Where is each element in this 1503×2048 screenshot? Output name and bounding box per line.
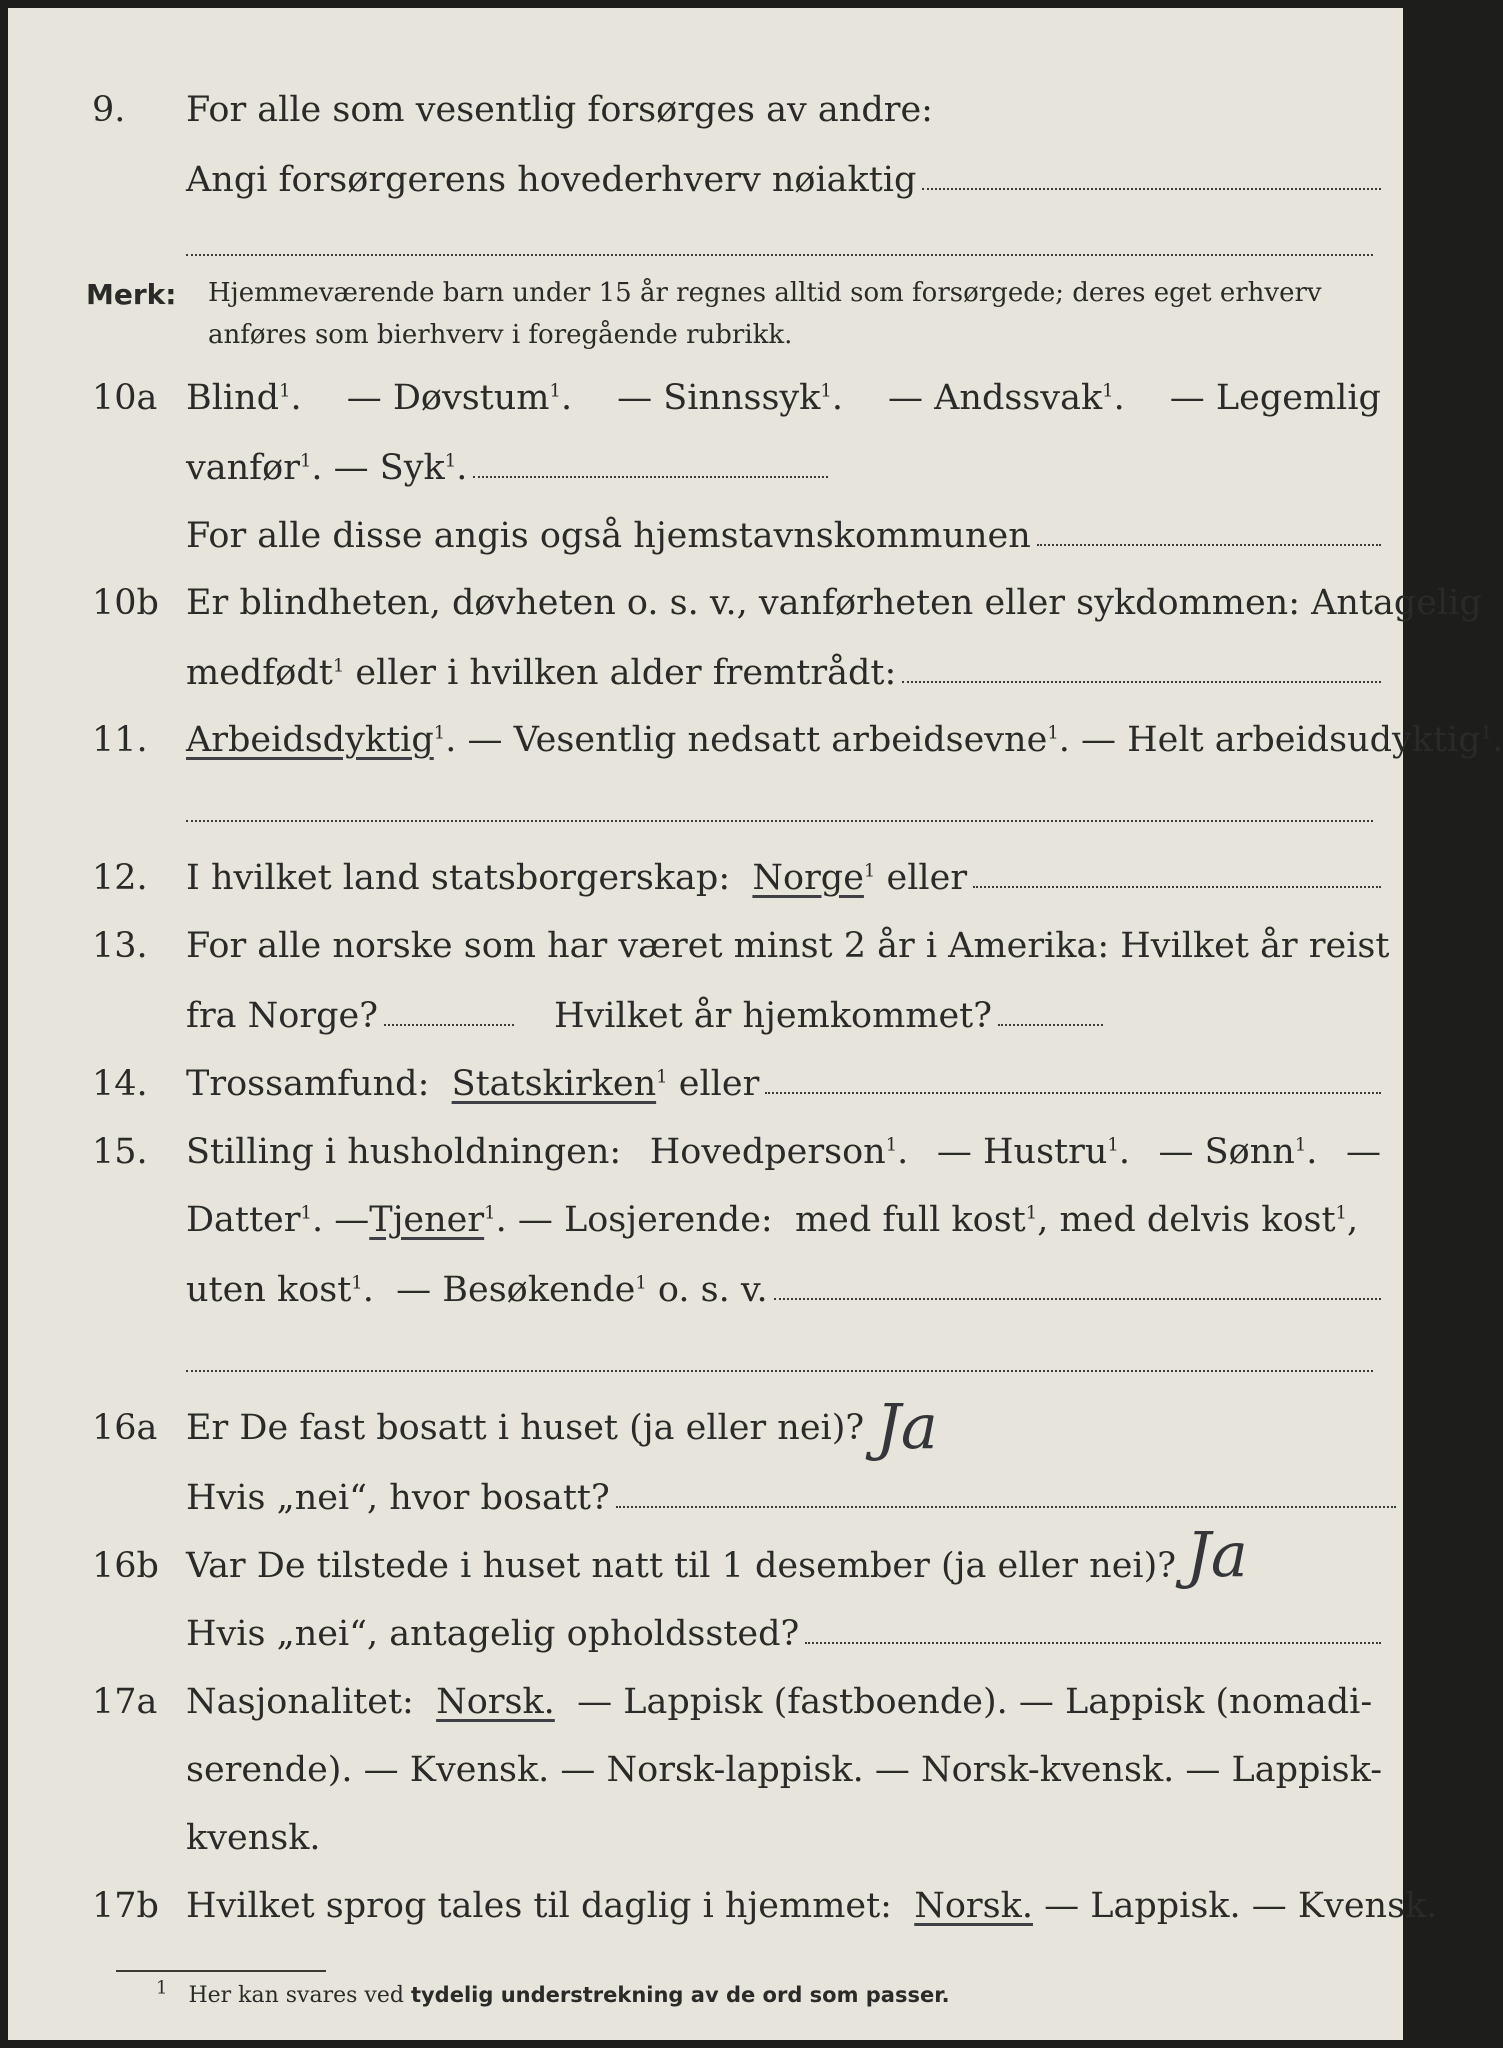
footnote: [156, 1977, 950, 2008]
q11-opt-arbeidsdyktig[interactable]: Arbeidsdyktig$^1$.: [186, 720, 468, 760]
q15-opt-hovedperson[interactable]: Hovedperson$^1$.: [649, 1132, 909, 1172]
q10a-opt-syk[interactable]: — Syk$^1$.: [333, 448, 468, 488]
q15-comma: ,: [1347, 1200, 1359, 1240]
q14-opt-statskirken[interactable]: Statskirken$^1$: [451, 1064, 668, 1104]
q15-answer-field[interactable]: [774, 1276, 1381, 1300]
q17b-opt-norsk[interactable]: Norsk.: [914, 1886, 1033, 1926]
q17b-options[interactable]: — Lappisk. — Kvensk.: [1044, 1886, 1438, 1926]
footnote-mark: 1: [156, 1977, 168, 1999]
q16b-question: Var De tilstede i huset natt til 1 desember (ja eller nei)?: [186, 1546, 1177, 1586]
q15-number: 15.: [92, 1132, 148, 1172]
q10a-row-2: [8, 448, 1403, 508]
footnote-divider: [116, 1970, 326, 1972]
q15-opt-delvis-kost[interactable]: , med delvis kost$^1$: [1037, 1200, 1347, 1240]
q9-question-2: Angi forsørgerens hovederhverv nøiaktig: [186, 160, 917, 200]
q17b-row: [8, 1886, 1438, 1946]
q13-reist-label: fra Norge?: [186, 996, 378, 1036]
q11-opt-udyktig[interactable]: — Helt arbeidsudyktig$^1$.: [1081, 720, 1503, 760]
q10a-opt-blind[interactable]: Blind$^1$.: [186, 378, 302, 418]
q15-opt-datter[interactable]: Datter$^1$.: [186, 1200, 335, 1240]
q15-dash: —: [1345, 1132, 1381, 1172]
q10b-question: Er blindheten, døvheten o. s. v., vanførheten eller sykdommen: Antagelig: [186, 583, 1482, 623]
q10a-opt-dovstum[interactable]: — Døvstum$^1$.: [346, 378, 573, 418]
q12-eller: eller: [886, 858, 968, 898]
footnote-bold-text: tydelig understrekning av de ord som passer.: [410, 1983, 950, 2007]
q10a-row: [8, 378, 1403, 438]
q17b-number: 17b: [92, 1886, 159, 1926]
q11-row: [8, 720, 1503, 780]
q17a-options-2[interactable]: serende). — Kvensk. — Norsk-lappisk. — Norsk-kvensk. — Lappisk-: [186, 1750, 1383, 1790]
q14-answer-field[interactable]: [765, 1070, 1381, 1094]
q15-row-3: [8, 1270, 1403, 1330]
q16a-bosatt-field[interactable]: [616, 1484, 1396, 1508]
q15-opt-besokende[interactable]: — Besøkende$^1$: [396, 1270, 647, 1310]
footnote-text: Her kan svares ved: [188, 1983, 404, 2008]
q12-row: [8, 858, 1403, 918]
q9-answer-line[interactable]: [186, 254, 1373, 256]
q12-opt-norge[interactable]: Norge$^1$: [752, 858, 876, 898]
q16a-question: Er De fast bosatt i huset (ja eller nei)?: [186, 1408, 865, 1448]
q16a-handwritten-answer[interactable]: Ja: [876, 1390, 938, 1463]
q10b-alder-label: eller i hvilken alder fremtrådt:: [355, 653, 897, 693]
q17a-opt-norsk[interactable]: Norsk.: [436, 1682, 555, 1722]
q17b-question: Hvilket sprog tales til daglig i hjemmet:: [186, 1886, 892, 1926]
q10b-answer-field[interactable]: [902, 659, 1381, 683]
q10a-opt-vanfor[interactable]: vanfør$^1$.: [186, 448, 334, 488]
q10a-hjemstavn-field[interactable]: [1037, 522, 1381, 546]
q9-row: [8, 90, 1403, 150]
q15-answer-line[interactable]: [186, 1370, 1373, 1372]
q10a-number: 10a: [92, 378, 158, 418]
q15-opt-full-kost[interactable]: med full kost$^1$: [794, 1200, 1038, 1240]
q15-opt-sonn[interactable]: — Sønn$^1$.: [1158, 1132, 1318, 1172]
q14-number: 14.: [92, 1064, 148, 1104]
q16a-row: [8, 1408, 1403, 1468]
q11-answer-line[interactable]: [186, 820, 1373, 822]
q16b-row-2: [8, 1614, 1403, 1674]
q9-row-2: [8, 160, 1403, 220]
q10a-answer-field[interactable]: [473, 454, 828, 478]
q15-row: [8, 1132, 1403, 1192]
merk-label: Merk:: [86, 278, 177, 311]
q10b-number: 10b: [92, 583, 159, 623]
q14-row: [8, 1064, 1403, 1124]
q13-hjemkommet-label: Hvilket år hjemkommet?: [554, 996, 993, 1036]
q15-opt-uten-kost[interactable]: uten kost$^1$.: [186, 1270, 397, 1310]
q11-number: 11.: [92, 720, 148, 760]
q15-opt-tjener[interactable]: Tjener$^1$: [369, 1200, 496, 1240]
q14-eller: eller: [678, 1064, 760, 1104]
q10b-row: [8, 583, 1482, 643]
q17a-row-3: [8, 1818, 1403, 1878]
q14-question: Trossamfund:: [186, 1064, 430, 1104]
q12-answer-field[interactable]: [973, 864, 1381, 888]
q15-opt-hustru[interactable]: — Hustru$^1$.: [936, 1132, 1130, 1172]
census-form-page: [8, 8, 1503, 2040]
merk-text-2: anføres som bierhverv i foregående rubrikk.: [208, 320, 793, 350]
q10a-opt-andssvak[interactable]: — Andssvak$^1$.: [888, 378, 1125, 418]
q13-row: [8, 926, 1403, 986]
q16a-bosatt-label: Hvis „nei“, hvor bosatt?: [186, 1478, 610, 1518]
q15-osv: o. s. v.: [657, 1270, 768, 1310]
q16b-number: 16b: [92, 1546, 159, 1586]
q17a-number: 17a: [92, 1682, 158, 1722]
q9-number: 9.: [92, 90, 126, 130]
q16b-handwritten-answer[interactable]: Ja: [1186, 1518, 1248, 1591]
q13-hjemkommet-field[interactable]: [998, 1002, 1103, 1026]
q11-opt-nedsatt[interactable]: — Vesentlig nedsatt arbeidsevne$^1$.: [467, 720, 1082, 760]
q10b-row-2: [8, 653, 1403, 713]
q15-dash-2: —: [334, 1200, 370, 1240]
q12-number: 12.: [92, 858, 148, 898]
q17a-options[interactable]: — Lappisk (fastboende). — Lappisk (nomadi-: [577, 1682, 1373, 1722]
q10a-opt-legemlig[interactable]: — Legemlig: [1169, 378, 1381, 418]
q10a-row-3: [8, 516, 1403, 576]
q12-question: I hvilket land statsborgerskap:: [186, 858, 731, 898]
q13-reist-field[interactable]: [384, 1002, 514, 1026]
q13-question: For alle norske som har været minst 2 år i Amerika: Hvilket år reist: [186, 926, 1390, 966]
q15-question: Stilling i husholdningen:: [186, 1132, 622, 1172]
q16b-opholdssted-label: Hvis „nei“, antagelig opholdssted?: [186, 1614, 800, 1654]
q9-answer-field[interactable]: [922, 166, 1381, 190]
q15-row-2: [8, 1200, 1403, 1260]
q10b-opt-medfodt[interactable]: medfødt$^1$: [186, 653, 345, 693]
q13-number: 13.: [92, 926, 148, 966]
q16a-number: 16a: [92, 1408, 158, 1448]
q9-question: For alle som vesentlig forsørges av andre:: [186, 90, 933, 130]
q13-row-2: [8, 996, 1403, 1056]
q10a-opt-sinnssyk[interactable]: — Sinnssyk$^1$.: [617, 378, 843, 418]
merk-text-1: Hjemmeværende barn under 15 år regnes alltid som forsørgede; deres eget erhverv: [208, 278, 1322, 308]
q17a-row-2: [8, 1750, 1403, 1810]
q10a-hjemstavn-label: For alle disse angis også hjemstavnskommunen: [186, 516, 1031, 556]
q17a-row: [8, 1682, 1403, 1742]
q17a-options-3[interactable]: kvensk.: [186, 1818, 321, 1858]
q17a-question: Nasjonalitet:: [186, 1682, 414, 1722]
q15-losjerende-label: . — Losjerende:: [495, 1200, 773, 1240]
q16b-opholdssted-field[interactable]: [805, 1620, 1381, 1644]
